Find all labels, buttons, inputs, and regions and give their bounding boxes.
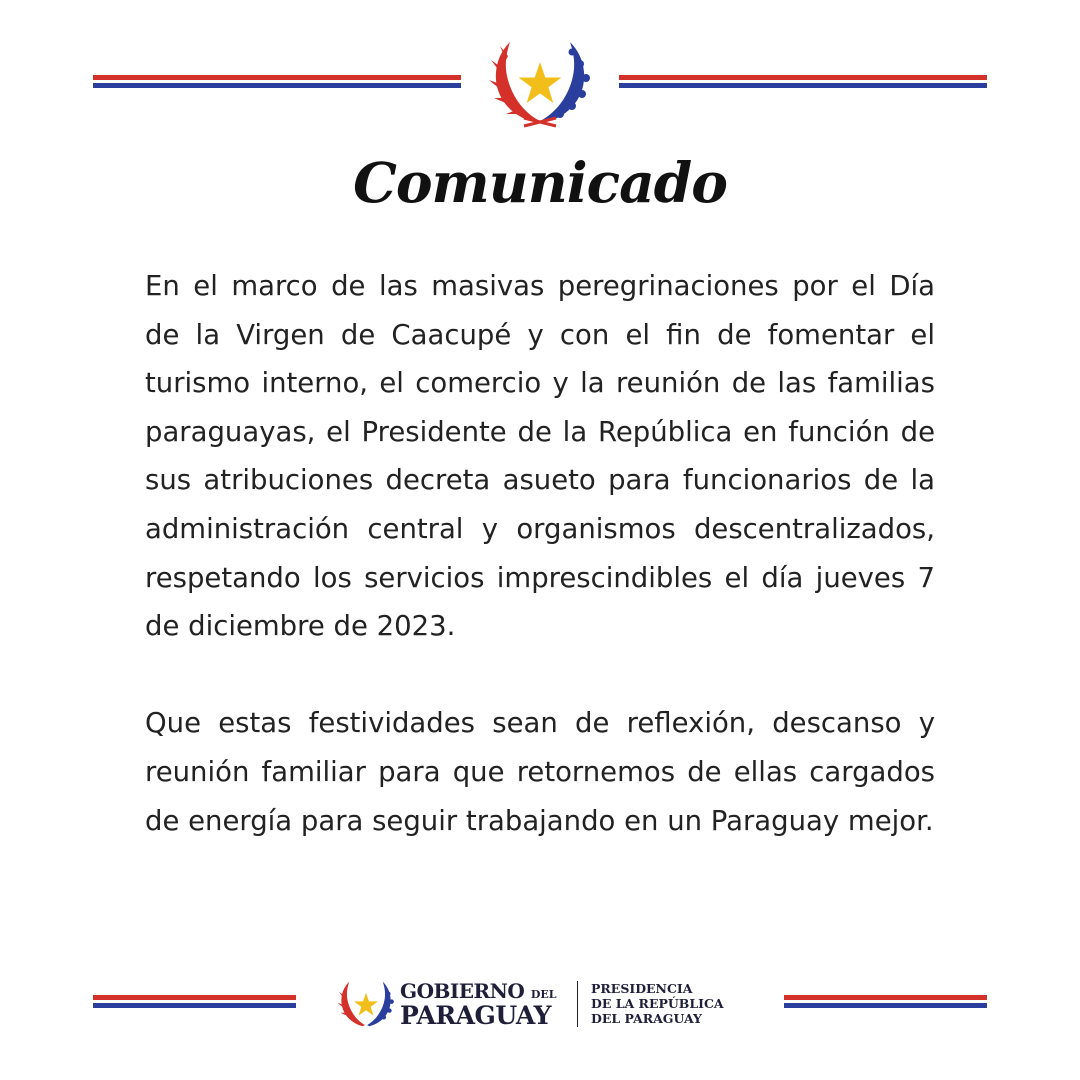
- footer-emblem-icon: [337, 979, 395, 1031]
- logo-divider: [577, 981, 578, 1027]
- top-right-flag-stripe: [619, 75, 987, 88]
- top-left-flag-stripe: [93, 75, 461, 88]
- paraguay-wordmark: PARAGUAY: [400, 1001, 551, 1030]
- body-paragraph-2: Que estas festividades sean de reflexión, descanso y reunión familiar para que retornemos de ellas cargados de energía para seguir trabajando en un Paraguay mejor.: [145, 707, 935, 837]
- communique-body: [145, 262, 935, 845]
- presidencia-wordmark: PRESIDENCIA DE LA REPÚBLICA DEL PARAGUAY: [591, 981, 724, 1026]
- bottom-left-flag-stripe: [93, 995, 296, 1008]
- bottom-right-flag-stripe: [784, 995, 987, 1008]
- page-title: Comunicado: [353, 150, 727, 215]
- gold-star-icon: [519, 62, 562, 103]
- gobierno-wordmark: GOBIERNO DEL: [400, 979, 557, 1003]
- body-paragraph-1: En el marco de las masivas peregrinaciones por el Día de la Virgen de Caacupé y con el fin de fomentar el turismo interno, el comercio y la reunión de las familias paraguayas, el Presidente de la República en función de sus atribuciones decreta asueto para funcionarios de la administración central y organismos descentralizados, respetando los servicios imprescindibles el día jueves 7 de diciembre de 2023.: [145, 270, 935, 643]
- paraguay-emblem-icon: [488, 38, 592, 130]
